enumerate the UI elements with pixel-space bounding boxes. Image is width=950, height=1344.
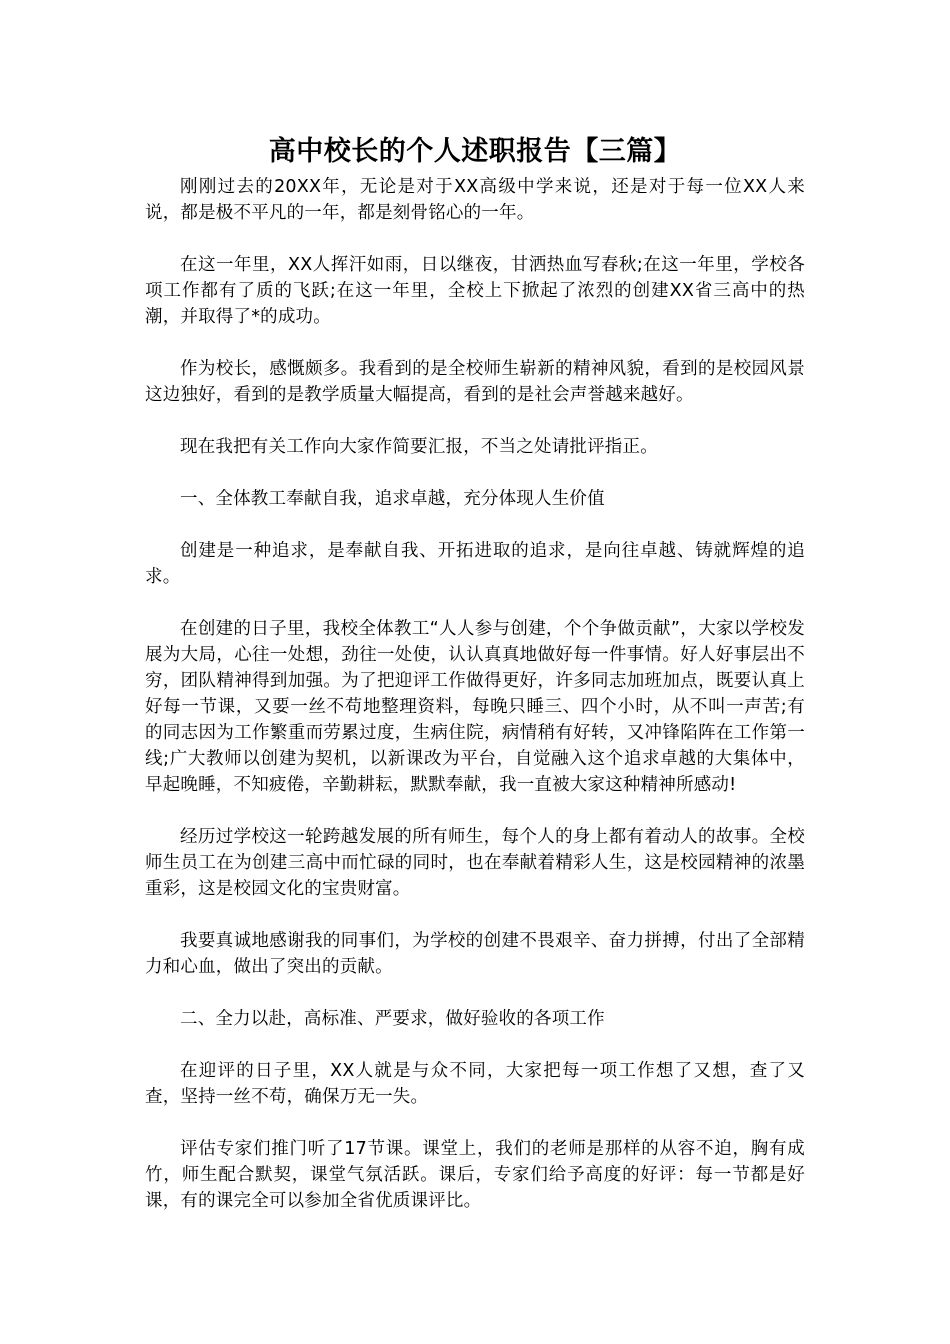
document-title: 高中校长的个人述职报告【三篇】 xyxy=(268,136,682,167)
paragraph-7: 经历过学校这一轮跨越发展的所有师生，每个人的身上都有着动人的故事。全校师生员工在为创建三高中而忙碌的同时，也在奉献着精彩人生，这是校园精神的浓墨重彩，这是校园文化的宝贵财富。 xyxy=(145,827,805,899)
paragraph-9: 在迎评的日子里，XX人就是与众不同，大家把每一项工作想了又想，查了又查，坚持一丝不苟，确保万无一失。 xyxy=(145,1061,805,1107)
document-body xyxy=(145,174,805,1240)
paragraph-4: 现在我把有关工作向大家作简要汇报，不当之处请批评指正。 xyxy=(180,437,658,457)
paragraph-5: 创建是一种追求，是奉献自我、开拓进取的追求，是向往卓越、铸就辉煌的追求。 xyxy=(145,541,805,587)
paragraph-8: 我要真诚地感谢我的同事们，为学校的创建不畏艰辛、奋力拼搏，付出了全部精力和心血，做出了突出的贡献。 xyxy=(145,931,805,977)
section-heading-2: 二、全力以赴，高标准、严要求，做好验收的各项工作 xyxy=(180,1009,605,1029)
paragraph-10: 评估专家们推门听了17节课。课堂上，我们的老师是那样的从容不迫，胸有成竹，师生配合默契，课堂气氛活跃。课后，专家们给予高度的好评：每一节都是好课，有的课完全可以参加全省优质课评比。 xyxy=(145,1139,805,1211)
paragraph-3: 作为校长，感慨颇多。我看到的是全校师生崭新的精神风貌，看到的是校园风景这边独好，看到的是教学质量大幅提高，看到的是社会声誉越来越好。 xyxy=(145,359,805,405)
section-heading-1: 一、全体教工奉献自我，追求卓越，充分体现人生价值 xyxy=(180,489,605,509)
paragraph-6: 在创建的日子里，我校全体教工“人人参与创建，个个争做贡献”，大家以学校发展为大局，心往一处想，劲往一处使，认认真真地做好每一件事情。好人好事层出不穷，团队精神得到加强。为了把迎评工作做得更好，许多同志加班加点，既要认真上好每一节课，又要一丝不苟地整理资料，每晚只睡三、四个小时，从不叫一声苦;有的同志因为工作繁重而劳累过度，生病住院，病情稍有好转，又冲锋陷阵在工作第一线;广大教师以创建为契机，以新课改为平台，自觉融入这个追求卓越的大集体中，早起晚睡，不知疲倦，辛勤耕耘，默默奉献，我一直被大家这种精神所感动! xyxy=(145,619,805,795)
paragraph-1: 刚刚过去的20XX年，无论是对于XX高级中学来说，还是对于每一位XX人来说，都是极不平凡的一年，都是刻骨铭心的一年。 xyxy=(145,177,805,223)
paragraph-2: 在这一年里，XX人挥汗如雨，日以继夜，甘洒热血写春秋;在这一年里，学校各项工作都有了质的飞跃;在这一年里，全校上下掀起了浓烈的创建XX省三高中的热潮，并取得了*的成功。 xyxy=(145,255,805,327)
